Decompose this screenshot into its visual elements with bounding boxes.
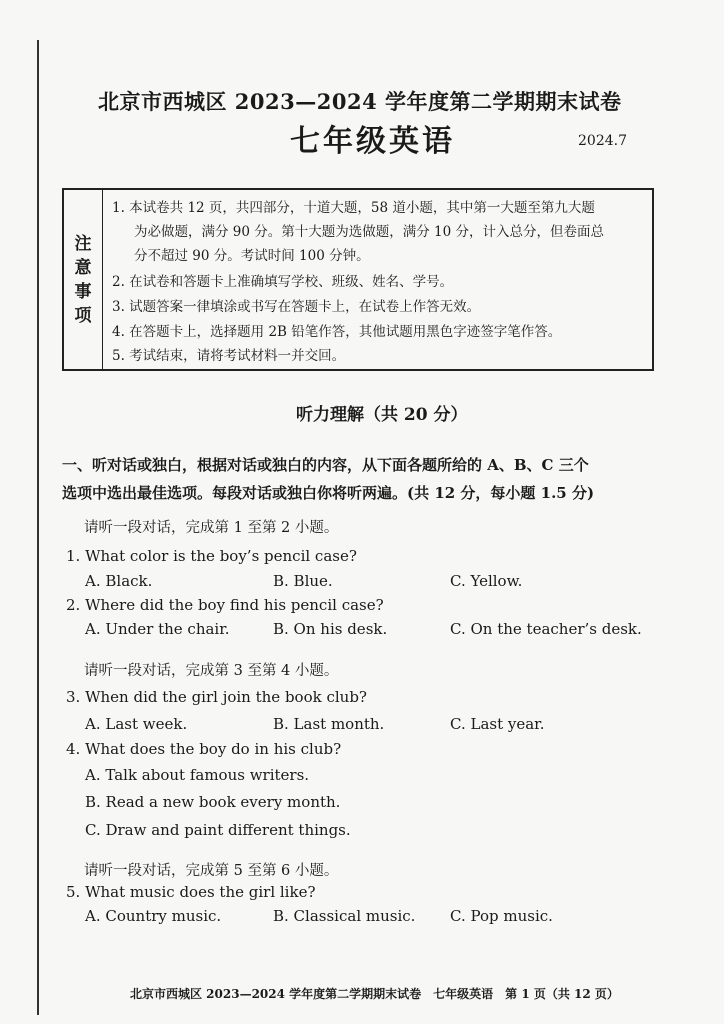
question: 2. Where did the boy find his pencil case?	[66, 596, 384, 614]
question: 4. What does the boy do in his club?	[66, 740, 342, 758]
option: C. Pop music.	[450, 907, 553, 925]
listening-prompt: 请听一段对话，完成第 1 至第 2 小题。	[84, 520, 339, 536]
question: 1. What color is the boy’s pencil case?	[66, 547, 357, 565]
notice-label-char: 项	[74, 305, 92, 326]
option: A. Country music.	[85, 907, 222, 925]
listening-prompt: 请听一段对话，完成第 3 至第 4 小题。	[84, 663, 339, 679]
notice-item: 5. 考试结束，请将考试材料一并交回。	[112, 348, 346, 364]
option: A. Under the chair.	[85, 620, 230, 638]
exam-date: 2024.7	[578, 133, 627, 149]
notice-label-char: 意	[74, 257, 92, 278]
notice-item: 为必做题，满分 90 分。第十大题为选做题，满分 10 分，计入总分，但卷面总	[134, 224, 605, 240]
binding-margin-line	[37, 40, 39, 1015]
option: C. Yellow.	[450, 572, 523, 590]
part-instructions: 选项中选出最佳选项。每段对话或独白你将听两遍。(共 12 分，每小题 1.5 分)	[62, 484, 595, 502]
option: B. On his desk.	[273, 620, 388, 638]
part-instructions: 一、听对话或独白，根据对话或独白的内容，从下面各题所给的 A、B、C 三个	[62, 456, 589, 474]
question: 5. What music does the girl like?	[66, 883, 316, 901]
notice-item: 4. 在答题卡上，选择题用 2B 铅笔作答，其他试题用黑色字迹签字笔作答。	[112, 324, 562, 340]
notice-label	[64, 190, 103, 369]
section-heading: 听力理解（共 20 分）	[296, 405, 468, 425]
exam-subject: 七年级英语	[290, 124, 455, 159]
page-footer: 北京市西城区 2023—2024 学年度第二学期期末试卷 七年级英语 第 1 页（共 12 页）	[130, 987, 619, 1001]
option: C. Last year.	[450, 715, 545, 733]
question: 3. When did the girl join the book club?	[66, 688, 367, 706]
option: A. Black.	[85, 572, 153, 590]
notice-item: 2. 在试卷和答题卡上准确填写学校、班级、姓名、学号。	[112, 274, 454, 290]
listening-prompt: 请听一段对话，完成第 5 至第 6 小题。	[84, 863, 339, 879]
notice-item: 1. 本试卷共 12 页，共四部分，十道大题，58 道小题，其中第一大题至第九大题	[112, 200, 595, 216]
exam-title: 北京市西城区 2023—2024 学年度第二学期期末试卷	[98, 89, 622, 114]
notice-item: 3. 试题答案一律填涂或书写在答题卡上，在试卷上作答无效。	[112, 299, 481, 315]
option: B. Classical music.	[273, 907, 416, 925]
notice-item: 分不超过 90 分。考试时间 100 分钟。	[134, 248, 370, 264]
notice-box	[62, 188, 654, 371]
option: A. Talk about famous writers.	[85, 766, 310, 784]
option: C. On the teacher’s desk.	[450, 620, 642, 638]
option: A. Last week.	[85, 715, 188, 733]
option: B. Last month.	[273, 715, 385, 733]
notice-label-char: 事	[74, 281, 92, 302]
option: C. Draw and paint different things.	[85, 821, 351, 839]
notice-label-char: 注	[74, 233, 92, 254]
option: B. Read a new book every month.	[85, 793, 341, 811]
option: B. Blue.	[273, 572, 333, 590]
